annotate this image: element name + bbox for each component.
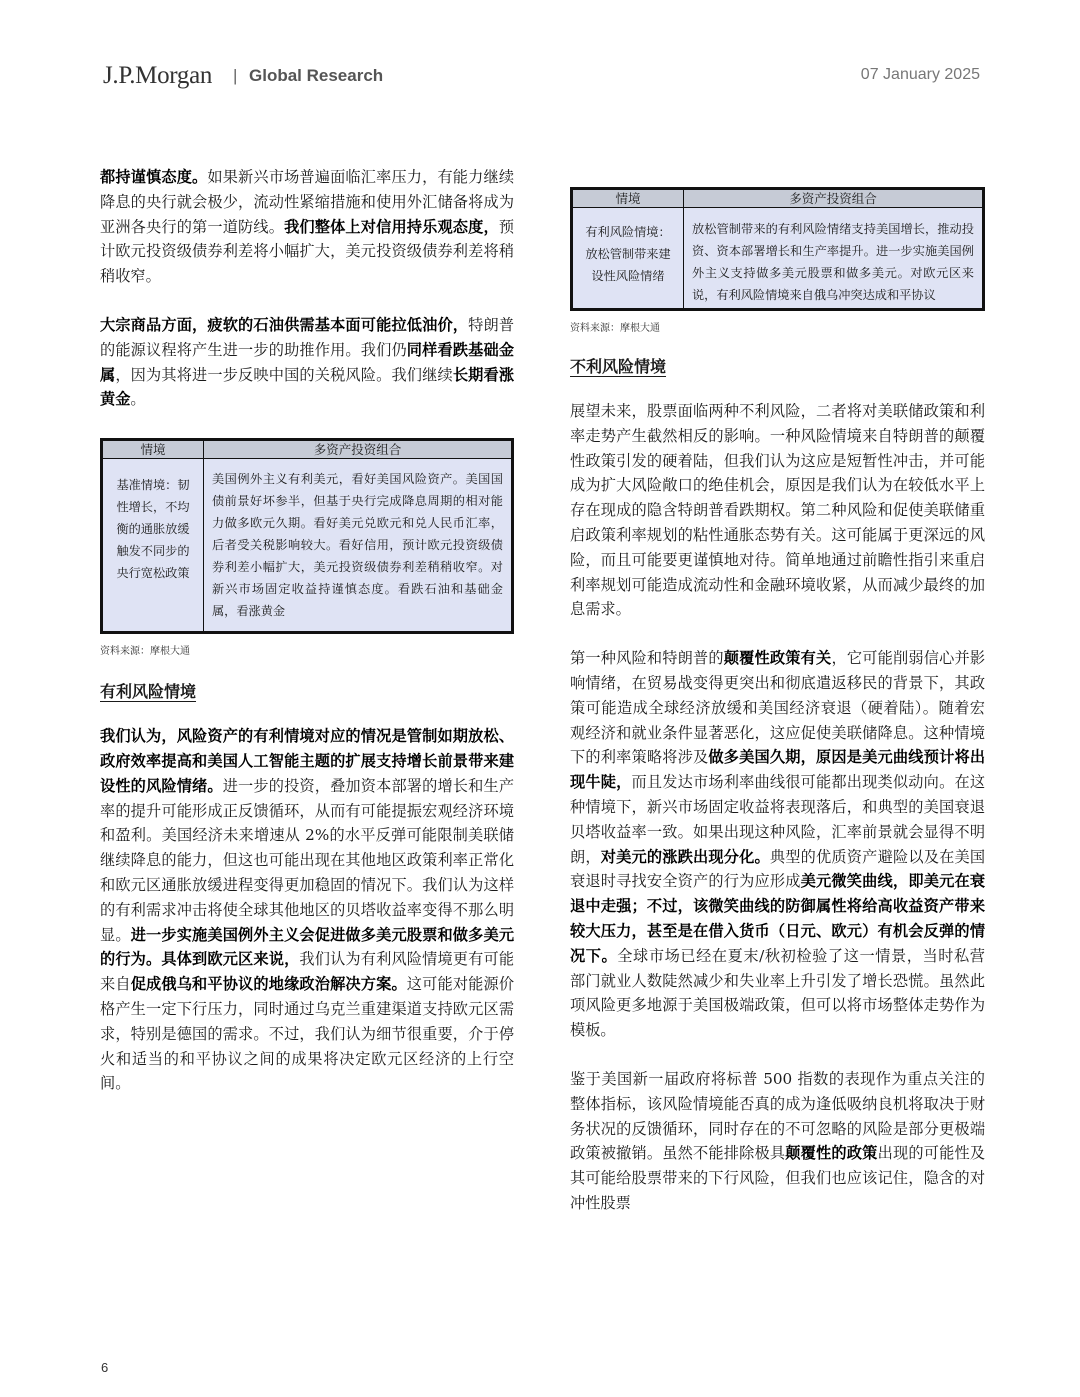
body-text: 展望未来，股票面临两种不利风险，二者将对美联储政策和利率走势产生截然相反的影响。一种风险情境来自特朗普的颠覆性政策引发的硬着陆，但我们认为这应是短暂性冲击，并可能成为扩大风险敞口的绝佳机会，原因是我们认为在较低水平上存在现成的隐含特朗普看跌期权。第二种风险和促使美联储重启政策利率规划的粘性通胀态势有关。这可能属于更深远的风险，而且可能要更谨慎地对待。简单地通过前瞻性指引来重启利率规划可能造成流动性和金融环境收紧，从而减少最终的加息需求。 (570, 402, 985, 619)
body-text: 全球市场已经在夏末/秋初检验了这一情景，当时私营部门就业人数陡然减少和失业率上升引发了增长恐慌。虽然此项风险更多地源于美国极端政策，但可以将市场整体走势作为模板。 (570, 946, 985, 1040)
right-column (570, 187, 985, 1216)
section-heading-upside: 有利风险情境 (100, 682, 197, 702)
header-section-title: Global Research (249, 66, 384, 85)
header-date: 07 January 2025 (860, 66, 980, 83)
paragraph-upside (100, 724, 514, 1096)
body-text: 预计欧元投资级债券利差将小幅扩大，美元投资级债券利差将稍稍收窄。 (100, 217, 515, 286)
bold-text: 长期看涨黄金 (100, 365, 515, 409)
body-text: ，它可能削弱信心并影响情绪，在贸易战变得更突出和彻底遣返移民的背景下，其政策可能造成全球经济放缓和美国经济衰退（硬着陆）。随着宏观经济和就业条件显著恶化，这应促使美联储降息。这种情境下的利率策略将涉及 (570, 649, 986, 767)
table-cell-portfolio: 美国例外主义有利美元，看好美国风险资产。美国国债前景好坏参半，但基于央行完成降息周期的相对能力做多欧元久期。看好美元兑欧元和兑人民币汇率，后者受关税影响较大。看好信用，预计欧元投资级债券利差小幅扩大，美元投资级债券利差稍稍收窄。对新兴市场固定收益持谨慎态度。看跌石油和基础金属，看涨黄金 (204, 459, 513, 633)
bold-text: 颠覆性政策有关 (723, 649, 832, 668)
body-text: 鉴于美国新一届政府将标普 500 指数的表现作为重点关注的整体指标，该风险情境能否真的成为逢低吸纳良机将取决于财务状况的反馈循环，同时存在的不可忽略的风险是部分更极端政策被撤销。虽然不能排除极具 (570, 1069, 985, 1163)
bold-text: 促成俄乌和平协议的地缘政治解决方案。 (130, 975, 407, 994)
table-header-portfolio: 多资产投资组合 (684, 189, 984, 208)
table-source-note: 资料来源：摩根大通 (100, 646, 190, 658)
body-text: 进一步的投资，叠加资本部署的增长和生产率的提升可能形成正反馈循环，从而有可能提振宏观经济环境和盈利。美国经济未来增速从 2%的水平反弹可能限制美联储继续降息的能力，但这也可能出现在其他地区政策利率正常化和欧元区通胀放缓进程变得更加稳固的情况下。我们认为这样的有利需求冲击将使全球其他地区的贝塔收益率变得不那么明显。 (100, 776, 515, 944)
paragraph-credit (100, 165, 514, 289)
body-text: ，因为其将进一步反映中国的关税风险。我们继续 (115, 365, 453, 384)
base-scenario-table (100, 438, 514, 634)
table-cell-scenario: 有利风险情境：放松管制带来建设性风险情绪 (572, 208, 684, 310)
left-column (100, 165, 514, 1096)
bold-text: 我们整体上对信用持乐观态度， (284, 217, 499, 236)
table-header-scenario: 情境 (102, 440, 204, 459)
paragraph-downside-intro (570, 399, 985, 622)
jpmorgan-logo: J.P.Morgan (103, 62, 213, 89)
bold-text: 颠覆性的政策 (785, 1144, 878, 1163)
table-source-note: 资料来源：摩根大通 (570, 323, 660, 334)
table-cell-scenario: 基准情境：韧性增长，不均衡的通胀放缓触发不同步的央行宽松政策 (102, 459, 204, 633)
paragraph-disruptive-policy (570, 646, 985, 1043)
paragraph-commodities (100, 313, 514, 412)
body-text: 典型的优质资产避险以及在美国衰退时寻找安全资产的行为应形成 (570, 847, 986, 891)
bold-text: 做多美国久期，原因是美元曲线预计将出现牛陡， (570, 748, 986, 792)
base-scenario-table-block (100, 438, 514, 657)
table-header-portfolio: 多资产投资组合 (204, 440, 513, 459)
section-heading-downside: 不利风险情境 (570, 357, 667, 376)
page-number: 6 (101, 1360, 109, 1375)
body-text: 而且发达市场利率曲线很可能都出现类似动向。在这种情境下，新兴市场固定收益将表现落后，和典型的美国衰退贝塔收益率一致。如果出现这种风险，汇率前景就会显得不明朗， (570, 773, 986, 866)
upside-scenario-table (570, 187, 985, 311)
header-separator: | (233, 66, 238, 85)
page-header (103, 62, 980, 94)
body-text: 这可能对能源价格产生一定下行压力，同时通过乌克兰重建渠道支持欧元区需求，特别是德国的需求。不过，我们认为细节很重要，介于停火和适当的和平协议之间的成果将决定欧元区经济的上行空间。 (100, 975, 515, 1093)
table-header-scenario: 情境 (572, 189, 684, 208)
table-cell-portfolio: 放松管制带来的有利风险情绪支持美国增长，推动投资、资本部署增长和生产率提升。进一步实施美国例外主义支持做多美元股票和做多美元。对欧元区来说，有利风险情境来自俄乌冲突达成和平协议 (684, 208, 984, 310)
body-text: 出现的可能性及其可能给股票带来的下行风险，但我们也应该记住，隐含的对冲性股票 (570, 1144, 986, 1212)
bold-text: 同样看跌基础金属 (100, 340, 515, 384)
bold-text: 对美元的涨跌出现分化。 (600, 847, 770, 866)
bold-text: 进一步实施美国例外主义会促进做多美元股票和做多美元的行为。具体到欧元区来说， (100, 925, 515, 969)
body-text: 如果新兴市场普遍面临汇率压力，有能力继续降息的央行就会极少，流动性紧缩措施和使用外汇储备将成为亚洲各央行的第一道防线。 (100, 168, 515, 236)
body-text: 特朗普的能源议程将产生进一步的助推作用。我们仍 (100, 315, 515, 359)
bold-text: 美元微笑曲线，即美元在衰退中走强；不过，该微笑曲线的防御属性将给高收益资产带来较大压力，甚至是在借入货币（日元、欧元）有机会反弹的情况下。 (570, 872, 986, 965)
bold-text: 我们认为，风险资产的有利情境对应的情况是管制如期放松、政府效率提高和美国人工智能主题的扩展支持增长前景带来建设性的风险情绪。 (100, 727, 514, 795)
body-text: 第一种风险和特朗普的 (570, 649, 724, 668)
body-text: 我们认为有利风险情境更有可能来自 (100, 950, 515, 994)
body-text: 。 (130, 390, 146, 409)
paragraph-sp500 (570, 1067, 985, 1216)
bold-text: 大宗商品方面，疲软的石油供需基本面可能拉低油价， (100, 315, 469, 334)
bold-text: 都持谨慎态度。 (100, 168, 208, 186)
